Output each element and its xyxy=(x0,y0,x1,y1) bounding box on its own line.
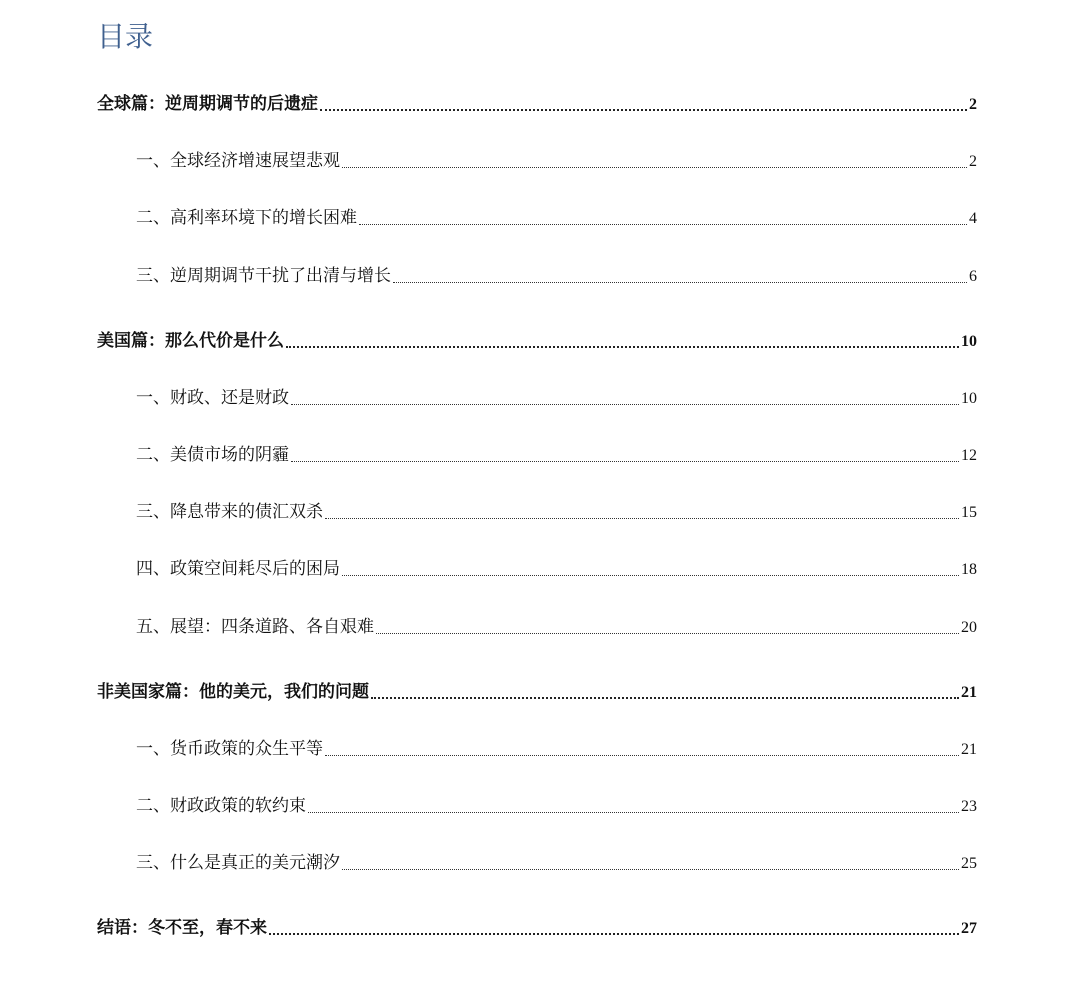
toc-entry-label: 一、货币政策的众生平等 xyxy=(136,739,323,759)
toc-entry-label: 结语：冬不至，春不来 xyxy=(97,918,267,938)
dot-leader xyxy=(291,461,959,462)
toc-entry-label: 四、政策空间耗尽后的困局 xyxy=(136,559,340,579)
toc-entry-label: 二、财政政策的软约束 xyxy=(136,796,306,816)
toc-entry-page: 23 xyxy=(961,798,977,815)
toc-entry-label: 美国篇：那么代价是什么 xyxy=(97,331,284,351)
toc-entry-conclusion[interactable] xyxy=(97,915,977,941)
toc-entry-page: 2 xyxy=(969,96,977,113)
dot-leader xyxy=(269,933,959,935)
toc-entry-label: 三、降息带来的债汇双杀 xyxy=(136,502,323,522)
dot-leader xyxy=(342,869,959,870)
toc-entry-global[interactable] xyxy=(97,91,977,117)
toc-entry-page: 10 xyxy=(961,333,977,350)
toc-entry-page: 25 xyxy=(961,855,977,872)
toc-entry-label: 一、全球经济增速展望悲观 xyxy=(136,151,340,171)
toc-entry-non-us[interactable] xyxy=(97,679,977,705)
toc-entry-label: 三、什么是真正的美元潮汐 xyxy=(136,853,340,873)
toc-entry-global-1[interactable] xyxy=(136,148,977,174)
dot-leader xyxy=(371,697,959,699)
toc-entry-non-us-1[interactable] xyxy=(136,736,977,762)
toc-entry-label: 三、逆周期调节干扰了出清与增长 xyxy=(136,266,391,286)
dot-leader xyxy=(325,518,959,519)
toc-entry-page: 15 xyxy=(961,504,977,521)
toc-entry-global-2[interactable] xyxy=(136,205,977,231)
toc-entry-us[interactable] xyxy=(97,328,977,354)
toc-entry-page: 2 xyxy=(969,153,977,170)
toc-entry-us-5[interactable] xyxy=(136,614,977,640)
toc-entry-page: 12 xyxy=(961,447,977,464)
toc-entry-page: 6 xyxy=(969,268,977,285)
dot-leader xyxy=(342,167,967,168)
dot-leader xyxy=(359,224,967,225)
toc-entry-non-us-3[interactable] xyxy=(136,850,977,876)
toc-entry-us-1[interactable] xyxy=(136,385,977,411)
dot-leader xyxy=(291,404,959,405)
toc-entry-label: 非美国家篇：他的美元，我们的问题 xyxy=(97,682,369,702)
toc-title: 目录 xyxy=(97,20,154,53)
toc-entry-page: 10 xyxy=(961,390,977,407)
dot-leader xyxy=(325,755,959,756)
toc-entry-page: 27 xyxy=(961,920,977,937)
dot-leader xyxy=(320,109,967,111)
dot-leader xyxy=(308,812,959,813)
toc-entry-label: 二、美债市场的阴霾 xyxy=(136,445,289,465)
dot-leader xyxy=(393,282,967,283)
toc-entry-us-4[interactable] xyxy=(136,556,977,582)
toc-entry-page: 4 xyxy=(969,210,977,227)
toc-entry-page: 18 xyxy=(961,561,977,578)
toc-entry-page: 21 xyxy=(961,741,977,758)
toc-entry-page: 21 xyxy=(961,684,977,701)
dot-leader xyxy=(286,346,959,348)
toc-entry-page: 20 xyxy=(961,619,977,636)
toc-entry-label: 五、展望：四条道路、各自艰难 xyxy=(136,617,374,637)
toc-entry-label: 二、高利率环境下的增长困难 xyxy=(136,208,357,228)
toc-entry-us-2[interactable] xyxy=(136,442,977,468)
dot-leader xyxy=(342,575,959,576)
dot-leader xyxy=(376,633,959,634)
toc-entry-label: 全球篇：逆周期调节的后遗症 xyxy=(97,94,318,114)
toc-entry-label: 一、财政、还是财政 xyxy=(136,388,289,408)
toc-entry-non-us-2[interactable] xyxy=(136,793,977,819)
toc-entry-global-3[interactable] xyxy=(136,263,977,289)
toc-entry-us-3[interactable] xyxy=(136,499,977,525)
